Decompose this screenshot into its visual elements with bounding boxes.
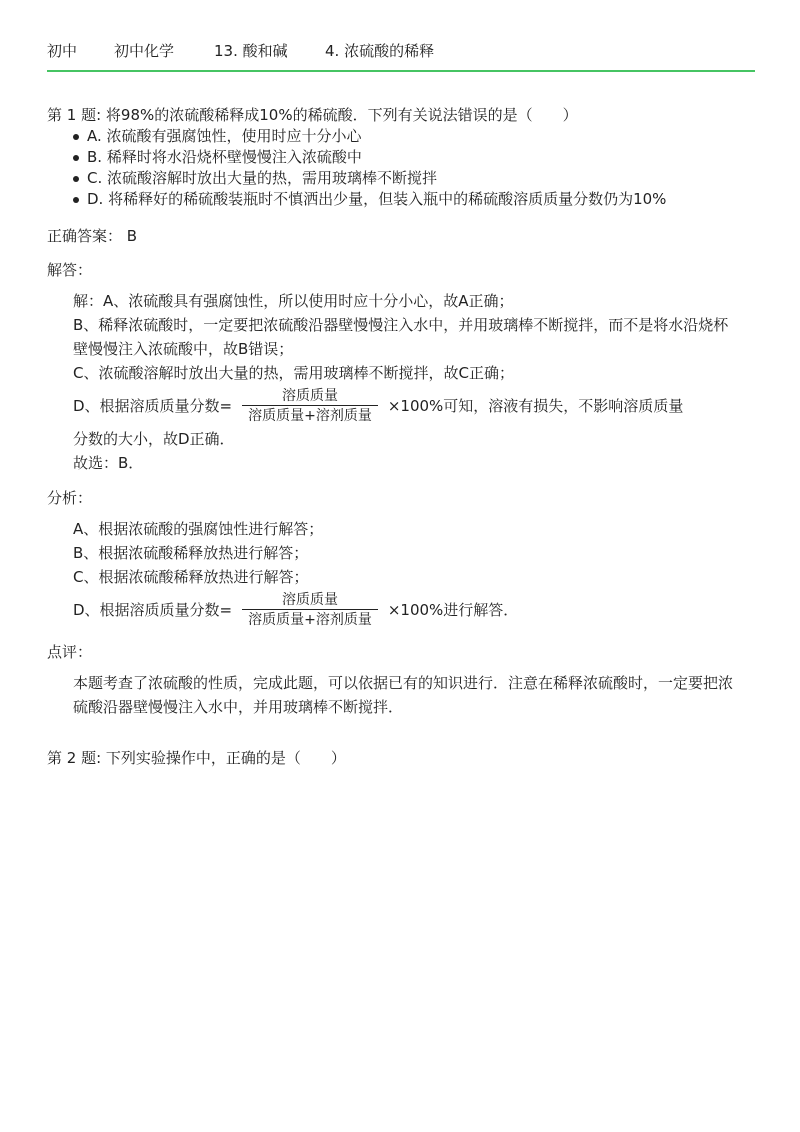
analysis-line-d-suffix: ×100%进行解答． [387,601,519,619]
mass-fraction-formula [242,387,378,425]
solution-block [47,289,755,475]
analysis-label: 分析： [47,489,93,507]
question-1-title: 第 1 题: 将98%的浓硫酸稀释成10%的稀硫酸．下列有关说法错误的是（ ） [47,106,578,124]
solution-line-b: B、稀释浓硫酸时，一定要把浓硫酸沿器壁慢慢注入水中，并用玻璃棒不断搅拌，而不是将水沿烧杯壁慢慢注入浓硫酸中，故B错误； [73,316,729,358]
analysis-formula-denominator: 溶质质量+溶剂质量 [242,609,378,629]
option-a: A. 浓硫酸有强腐蚀性，使用时应十分小心 [75,126,755,147]
header-divider [47,70,755,72]
correct-answer-value: B [126,227,138,245]
solution-conclusion: 故选：B． [73,454,144,472]
analysis-formula-numerator: 溶质质量 [281,592,338,608]
formula-denominator: 溶质质量+溶剂质量 [242,405,378,425]
breadcrumb [47,40,434,62]
option-b: B. 稀释时将水沿烧杯壁慢慢注入浓硫酸中 [75,147,755,168]
solution-line-d-cont: 分数的大小，故D正确． [73,430,235,448]
comment-label: 点评： [47,643,93,661]
solution-formula-row [73,387,755,425]
analysis-formula-row [73,591,755,629]
analysis-line-d-prefix: D、根据溶质质量分数= [73,601,233,619]
analysis-mass-fraction-formula [242,591,378,629]
solution-line-a: 解：A、浓硫酸具有强腐蚀性，所以使用时应十分小心，故A正确； [73,292,514,310]
breadcrumb-topic[interactable]: 4. 浓硫酸的稀释 [325,42,435,60]
solution-line-d-prefix: D、根据溶质质量分数= [73,397,233,415]
analysis-line-b: B、根据浓硫酸稀释放热进行解答； [73,544,309,562]
comment-text: 本题考查了浓硫酸的性质，完成此题，可以依据已有的知识进行．注意在稀释浓硫酸时，一定要把浓硫酸沿器壁慢慢注入水中，并用玻璃棒不断搅拌． [73,674,734,716]
analysis-line-c: C、根据浓硫酸稀释放热进行解答； [73,568,309,586]
correct-answer [47,225,755,247]
solution-label: 解答： [47,261,93,279]
breadcrumb-chapter[interactable]: 13. 酸和碱 [214,42,288,60]
breadcrumb-level[interactable]: 初中 [47,42,78,60]
solution-line-d-suffix: ×100%可知，溶液有损失，不影响溶质质量 [387,397,684,415]
question-2-title: 第 2 题: 下列实验操作中，正确的是（ ） [47,749,346,767]
breadcrumb-subject[interactable]: 初中化学 [114,42,175,60]
analysis-line-a: A、根据浓硫酸的强腐蚀性进行解答； [73,520,324,538]
analysis-block [47,517,755,629]
solution-line-c: C、浓硫酸溶解时放出大量的热，需用玻璃棒不断搅拌，故C正确； [73,364,514,382]
main-content [47,104,755,769]
formula-numerator: 溶质质量 [281,388,338,404]
question-1-options [47,126,755,210]
option-d: D. 将稀释好的稀硫酸装瓶时不慎洒出少量，但装入瓶中的稀硫酸溶质质量分数仍为10% [75,189,755,210]
correct-answer-label: 正确答案： [47,227,123,245]
option-c: C. 浓硫酸溶解时放出大量的热，需用玻璃棒不断搅拌 [75,168,755,189]
comment-block [47,671,755,719]
